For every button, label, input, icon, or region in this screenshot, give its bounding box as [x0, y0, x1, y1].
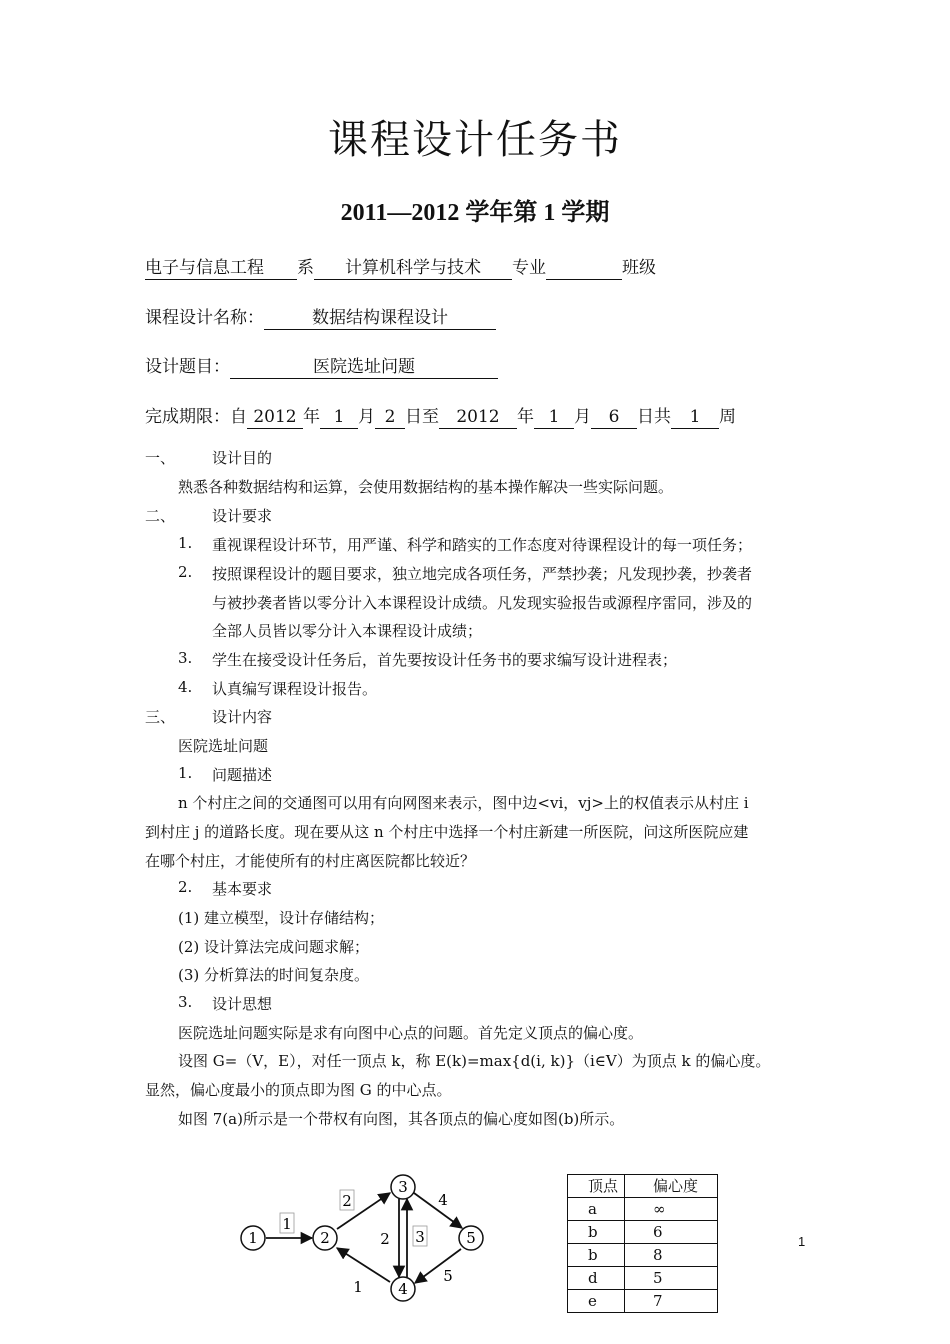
year-text: 年	[303, 407, 320, 427]
node-label: 5	[466, 1229, 476, 1247]
edge-weight: 1	[353, 1278, 363, 1296]
graph-node	[391, 1175, 415, 1199]
p1-line2: 到村庄 j 的道路长度。现在要从这 n 个村庄中选择一个村庄新建一所医院，问这所医院应建	[145, 823, 749, 841]
p3-num: 3.	[178, 993, 193, 1011]
header-vertex: 顶点	[568, 1175, 625, 1198]
p1-num: 1.	[178, 764, 193, 782]
idea-line-3: 显然，偏心度最小的顶点即为图 G 的中心点。	[145, 1081, 452, 1099]
to-text: 日至	[405, 407, 439, 427]
end-month: 1	[534, 407, 574, 429]
section1-num: 一、	[145, 449, 176, 467]
page-number: 1	[798, 1234, 806, 1249]
semester-subtitle: 2011—2012 学年第 1 学期	[340, 200, 610, 226]
p1-title: 问题描述	[212, 766, 273, 784]
p1-line3: 在哪个村庄，才能使所有的村庄离医院都比较近？	[145, 852, 476, 870]
end-day: 6	[591, 407, 637, 429]
vertex-cell: b	[568, 1221, 625, 1244]
start-year: 2012	[247, 407, 303, 429]
req-item-num: 1.	[178, 534, 193, 552]
table-row	[568, 1244, 718, 1267]
major-value: 计算机科学与技术	[314, 258, 512, 280]
section3-num: 三、	[145, 708, 176, 726]
idea-line-1: 医院选址问题实际是求有向图中心点的问题。首先定义顶点的偏心度。	[178, 1024, 644, 1042]
req-item-num: 4.	[178, 678, 193, 696]
section2-num: 二、	[145, 507, 176, 525]
vertex-cell: e	[568, 1290, 625, 1313]
req-item-text-cont: 全部人员皆以零分计入本课程设计成绩；	[212, 622, 483, 640]
edge-weight: 5	[443, 1267, 453, 1285]
month-text: 月	[358, 407, 375, 427]
eccentricity-cell: 6	[625, 1221, 718, 1244]
graph-node	[459, 1226, 483, 1250]
start-day: 2	[375, 407, 405, 429]
edge-weight: 1	[282, 1215, 292, 1233]
edge-weight: 3	[415, 1228, 425, 1246]
node-label: 2	[320, 1229, 330, 1247]
edge-4-2	[337, 1248, 390, 1282]
req-item-num: 3.	[178, 649, 193, 667]
class-suffix: 班级	[622, 258, 656, 278]
idea-line-4: 如图 7(a)所示是一个带权有向图，其各顶点的偏心度如图(b)所示。	[178, 1110, 625, 1128]
vertex-cell: d	[568, 1267, 625, 1290]
table-row	[568, 1221, 718, 1244]
eccentricity-table	[567, 1174, 718, 1313]
deadline-label: 完成期限：自	[145, 407, 247, 427]
graph-node	[241, 1226, 265, 1250]
department-line	[145, 253, 656, 280]
year-text-2: 年	[517, 407, 534, 427]
dept-value: 电子与信息工程	[145, 258, 297, 280]
start-month: 1	[320, 407, 358, 429]
edge-weight: 2	[342, 1192, 352, 1210]
eccentricity-cell: 5	[625, 1267, 718, 1290]
design-topic-line	[145, 352, 498, 379]
design-topic-value: 医院选址问题	[230, 357, 498, 379]
vertex-cell: a	[568, 1198, 625, 1221]
p2-num: 2.	[178, 878, 193, 896]
section3-topic: 医院选址问题	[178, 737, 269, 755]
section1-title: 设计目的	[212, 449, 273, 467]
edge-weight: 2	[380, 1230, 390, 1248]
table-row	[568, 1267, 718, 1290]
course-name-label: 课程设计名称：	[145, 308, 264, 328]
section1-text: 熟悉各种数据结构和运算，会使用数据结构的基本操作解决一些实际问题。	[178, 478, 674, 496]
req-item-text: 按照课程设计的题目要求，独立地完成各项任务，严禁抄袭；凡发现抄袭，抄袭者	[212, 565, 753, 583]
total-text: 日共	[637, 407, 671, 427]
end-year: 2012	[439, 407, 517, 429]
week-text: 周	[719, 407, 736, 427]
node-label: 3	[398, 1178, 408, 1196]
eccentricity-cell: 8	[625, 1244, 718, 1267]
weeks-value: 1	[671, 407, 719, 429]
requirement-3: (3) 分析算法的时间复杂度。	[178, 966, 370, 984]
p1-line1: n 个村庄之间的交通图可以用有向网图来表示，图中边<vi，vj>上的权值表示从村庄 i	[178, 794, 749, 812]
weighted-digraph	[225, 1165, 505, 1305]
table-header-row	[568, 1175, 718, 1198]
req-item-text-cont: 与被抄袭者皆以零分计入本课程设计成绩。凡发现实验报告或源程序雷同，涉及的	[212, 594, 753, 612]
table-row	[568, 1290, 718, 1313]
dept-suffix: 系	[297, 258, 314, 278]
requirement-2: (2) 设计算法完成问题求解；	[178, 938, 370, 956]
edge-weight: 4	[438, 1191, 448, 1209]
req-item-text: 学生在接受设计任务后，首先要按设计任务书的要求编写设计进程表；	[212, 651, 678, 669]
deadline-line	[145, 402, 736, 429]
eccentricity-cell: 7	[625, 1290, 718, 1313]
p3-title: 设计思想	[212, 995, 273, 1013]
req-item-text: 认真编写课程设计报告。	[212, 680, 378, 698]
section3-title: 设计内容	[212, 708, 273, 726]
requirement-1: (1) 建立模型，设计存储结构；	[178, 909, 385, 927]
req-item-text: 重视课程设计环节，用严谨、科学和踏实的工作态度对待课程设计的每一项任务；	[212, 536, 753, 554]
course-name-line	[145, 303, 496, 330]
graph-node	[391, 1277, 415, 1301]
node-label: 4	[398, 1280, 408, 1298]
month-text-2: 月	[574, 407, 591, 427]
section2-title: 设计要求	[212, 507, 273, 525]
table-row	[568, 1198, 718, 1221]
major-suffix: 专业	[512, 258, 546, 278]
design-topic-label: 设计题目：	[145, 357, 230, 377]
course-name-value: 数据结构课程设计	[264, 308, 496, 330]
node-label: 1	[248, 1229, 258, 1247]
vertex-cell: b	[568, 1244, 625, 1267]
edge-5-4	[415, 1249, 461, 1283]
page-title: 课程设计任务书	[328, 117, 622, 163]
graph-node	[313, 1226, 337, 1250]
eccentricity-cell: ∞	[625, 1198, 718, 1221]
req-item-num: 2.	[178, 563, 193, 581]
p2-title: 基本要求	[212, 880, 273, 898]
header-eccentricity: 偏心度	[625, 1175, 718, 1198]
class-blank	[546, 258, 622, 280]
idea-line-2: 设图 G=（V，E），对任一顶点 k，称 E(k)=max{d(i, k)}（i∈V）为顶点 k 的偏心度。	[178, 1052, 771, 1070]
